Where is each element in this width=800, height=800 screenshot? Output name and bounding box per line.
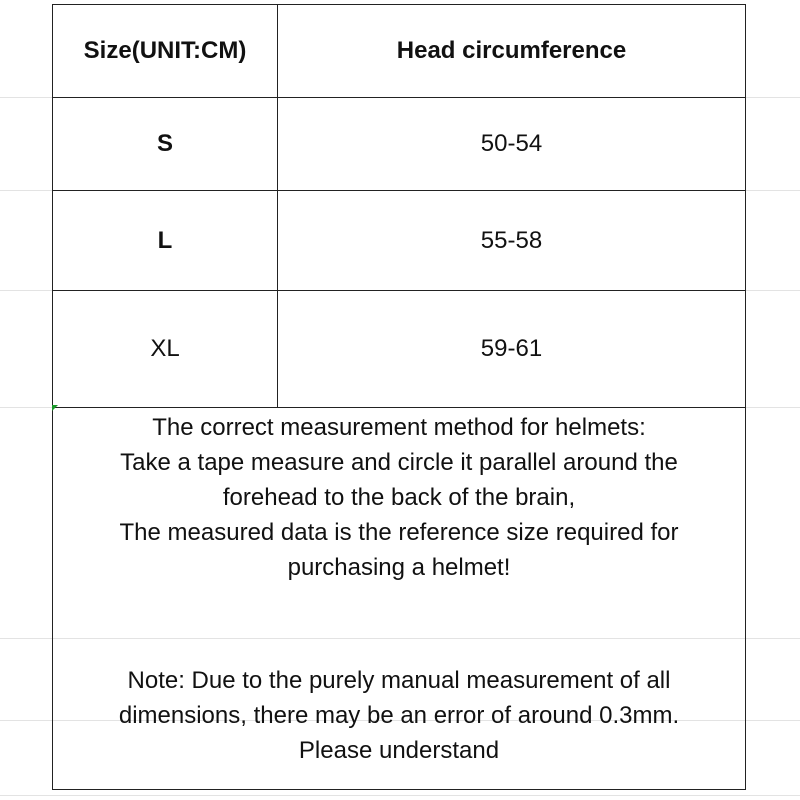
- size-cell: S: [53, 98, 278, 190]
- cell-comment-marker: [52, 405, 58, 411]
- size-cell: L: [53, 191, 278, 290]
- circumference-cell: 59-61: [480, 335, 543, 362]
- note-line: Note: Due to the purely manual measurement of all: [127, 667, 671, 694]
- circumference-cell: 55-58: [480, 226, 543, 254]
- note-line: dimensions, there may be an error of around 0.3mm.: [118, 702, 680, 729]
- header-size: Size(UNIT:CM): [53, 5, 278, 97]
- measurement-method-text: [53, 410, 745, 640]
- method-line: The correct measurement method for helmets:: [152, 414, 646, 441]
- table-row: [53, 191, 745, 291]
- note-text: [53, 663, 745, 783]
- table-header-row: [53, 5, 745, 98]
- size-chart-table: [52, 4, 746, 790]
- method-line: The measured data is the reference size required for: [119, 519, 679, 546]
- circumference-cell: 50-54: [480, 130, 543, 157]
- table-row: [53, 291, 745, 408]
- method-line: purchasing a helmet!: [287, 554, 511, 581]
- header-head-circumference: Head circumference: [396, 37, 627, 64]
- method-line: forehead to the back of the brain,: [222, 484, 576, 511]
- size-cell: XL: [53, 291, 278, 407]
- note-line: Please understand: [298, 737, 500, 764]
- method-line: Take a tape measure and circle it parallel around the: [120, 449, 678, 476]
- table-row: [53, 98, 745, 191]
- grid-line: [0, 795, 800, 796]
